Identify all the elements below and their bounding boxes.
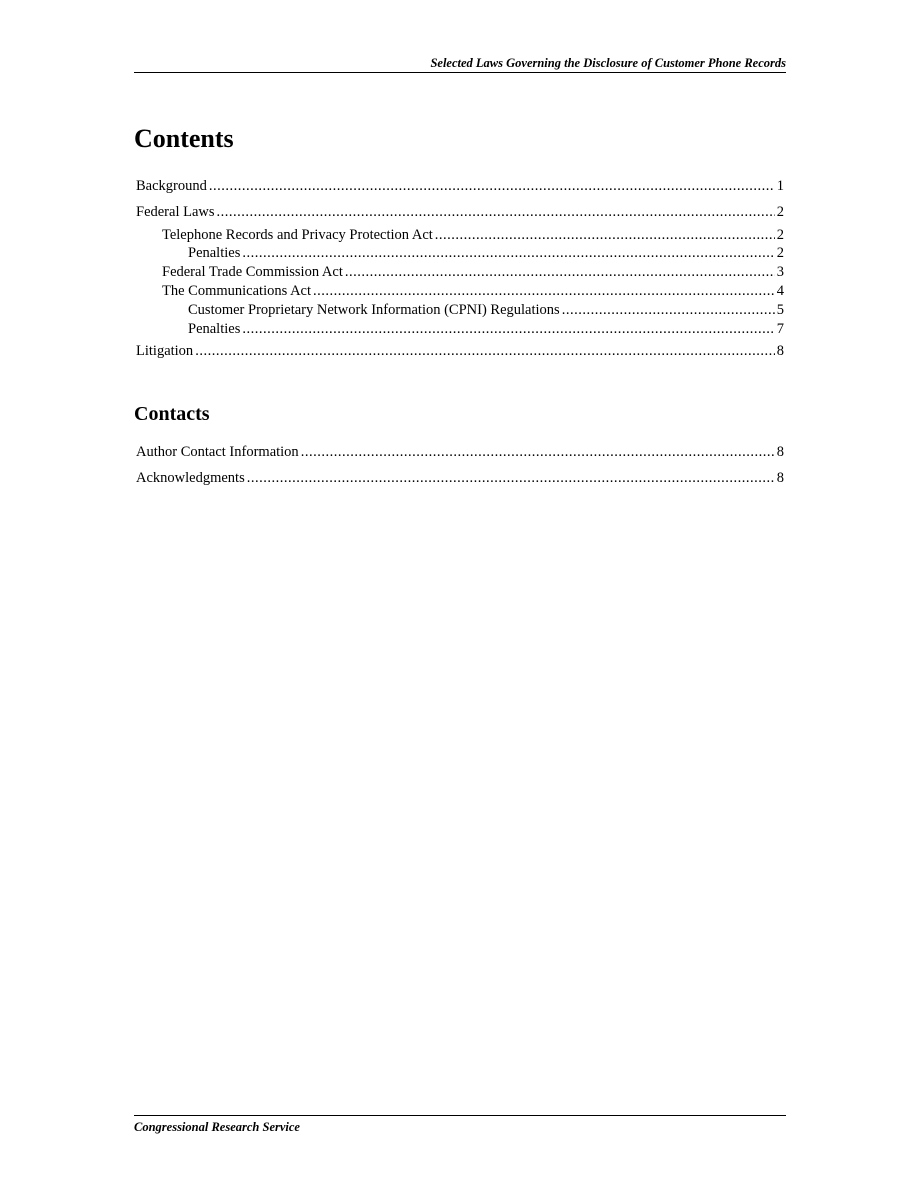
toc-entry-acknowledgments[interactable]: [0, 470, 784, 487]
toc-entry-title: Federal Trade Commission Act: [162, 264, 343, 280]
toc-entry-litigation[interactable]: [0, 343, 784, 360]
toc-entry-title: The Communications Act: [162, 283, 312, 299]
toc-entry-title: Federal Laws: [136, 204, 215, 220]
toc-entry-title: Author Contact Information: [136, 444, 299, 460]
toc-entry-background[interactable]: [0, 178, 784, 195]
toc-entry-page: 8: [776, 470, 784, 486]
toc-entry-trppa[interactable]: [0, 227, 784, 244]
running-header: Selected Laws Governing the Disclosure of Customer Phone Records: [430, 56, 786, 70]
toc-entry-page: 3: [776, 264, 784, 280]
toc-entry-title: Customer Proprietary Network Information (CPNI) Regulations: [188, 302, 560, 318]
dot-leader: [301, 444, 775, 461]
dot-leader: [242, 245, 774, 262]
dot-leader: [209, 178, 775, 195]
running-footer: Congressional Research Service: [134, 1120, 300, 1134]
dot-leader: [345, 264, 775, 281]
toc-entry-title: Background: [136, 178, 207, 194]
toc-entry-penalties-2[interactable]: [0, 321, 784, 338]
toc-entry-title: Penalties: [188, 245, 241, 261]
toc-entry-federal-laws[interactable]: [0, 204, 784, 221]
dot-leader: [313, 283, 775, 300]
contents-heading: Contents: [134, 124, 234, 153]
toc-entry-title: Penalties: [188, 321, 241, 337]
toc-entry-cpni[interactable]: [0, 302, 784, 319]
toc-entry-page: 2: [776, 245, 784, 261]
toc-entry-ftc-act[interactable]: [0, 264, 784, 281]
toc-entry-page: 8: [776, 444, 784, 460]
contacts-heading: Contacts: [134, 403, 210, 425]
toc-entry-communications-act[interactable]: [0, 283, 784, 300]
toc-entry-page: 8: [776, 343, 784, 359]
toc-entry-penalties-1[interactable]: [0, 245, 784, 262]
toc-entry-title: Acknowledgments: [136, 470, 245, 486]
dot-leader: [435, 227, 775, 244]
dot-leader: [247, 470, 775, 487]
toc-entry-page: 2: [776, 204, 784, 220]
toc-entry-page: 4: [776, 283, 784, 299]
dot-leader: [195, 343, 775, 360]
dot-leader: [562, 302, 775, 319]
toc-entry-author-contact[interactable]: [0, 444, 784, 461]
footer-rule: [134, 1115, 786, 1116]
toc-entry-page: 7: [776, 321, 784, 337]
dot-leader: [242, 321, 774, 338]
toc-entry-title: Telephone Records and Privacy Protection Act: [162, 227, 433, 243]
toc-entry-page: 2: [776, 227, 784, 243]
toc-entry-page: 1: [776, 178, 784, 194]
dot-leader: [217, 204, 775, 221]
header-rule: [134, 72, 786, 73]
toc-entry-title: Litigation: [136, 343, 194, 359]
toc-entry-page: 5: [776, 302, 784, 318]
